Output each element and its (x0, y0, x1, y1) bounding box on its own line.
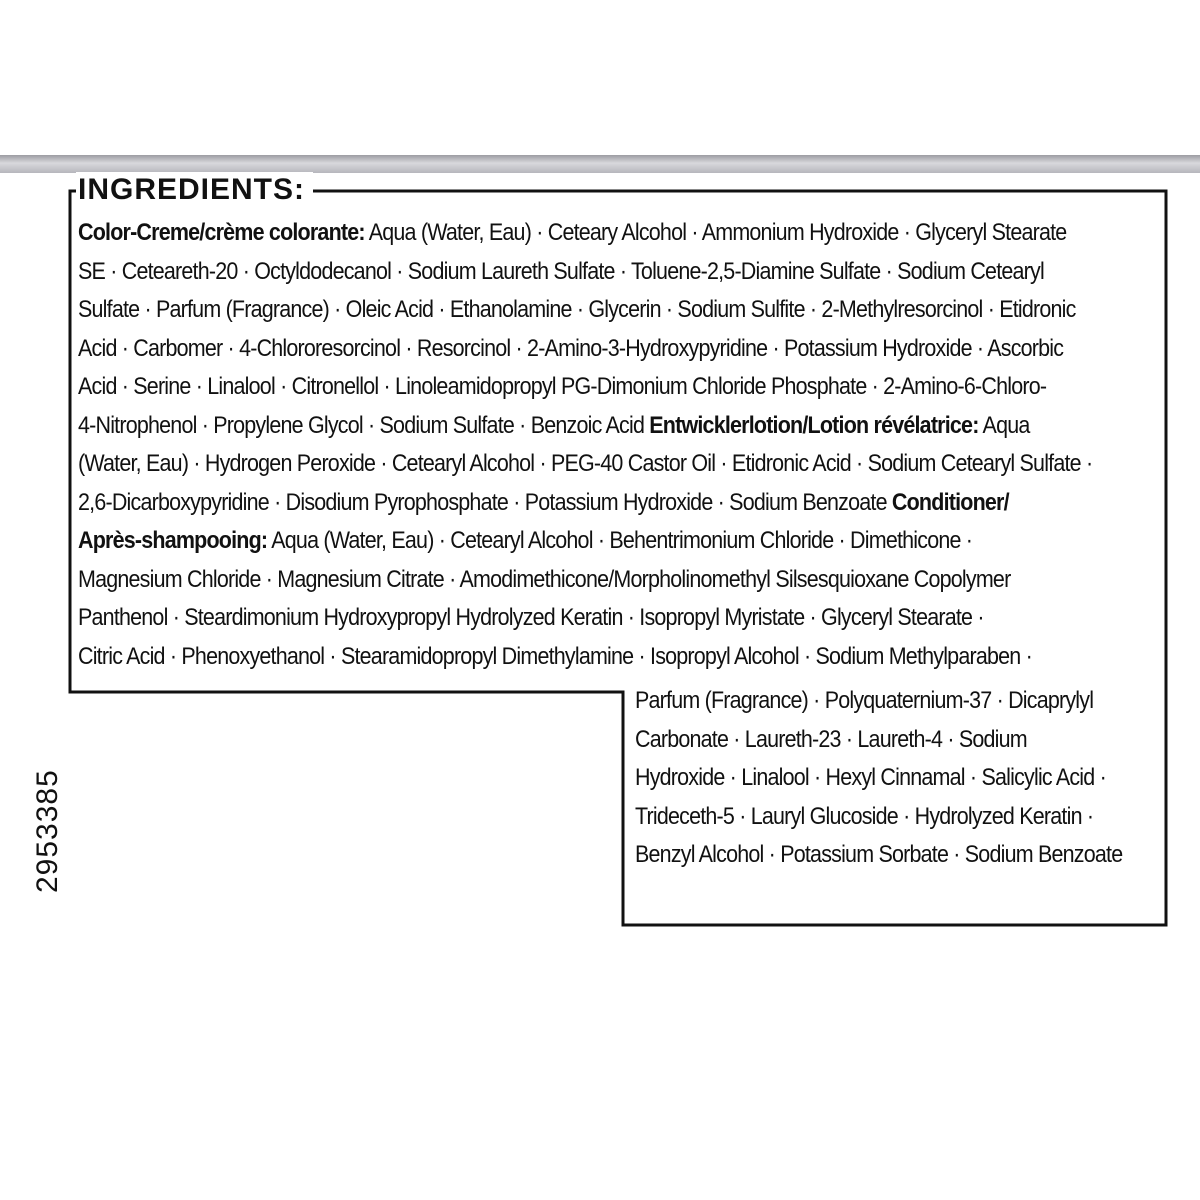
ingredients-line: 4-Nitrophenol · Propylene Glycol · Sodium Sulfate · Benzoic Acid Entwicklerlotion/Lotion révélatrice: Aqua (78, 411, 1030, 439)
ingredients-line: Trideceth-5 · Lauryl Glucoside · Hydrolyzed Keratin · (635, 802, 1094, 830)
ingredients-line: Color-Creme/crème colorante: Aqua (Water, Eau) · Ceteary Alcohol · Ammonium Hydroxide · Glyceryl Stearate (78, 219, 1067, 246)
ingredients-line: Benzyl Alcohol · Potassium Sorbate · Sodium Benzoate (635, 841, 1123, 868)
ingredients-line: Panthenol · Steardimonium Hydroxypropyl Hydrolyzed Keratin · Isopropyl Myristate · Glyceryl Stearate · (78, 604, 984, 631)
ingredients-line: Citric Acid · Phenoxyethanol · Stearamidopropyl Dimethylamine · Isopropyl Alcohol · Sodium Methylparaben · (78, 642, 1032, 670)
ingredients-line: Carbonate · Laureth-23 · Laureth-4 · Sodium (635, 725, 1027, 753)
ingredients-line: Acid · Carbomer · 4-Chlororesorcinol · Resorcinol · 2-Amino-3-Hydroxypyridine · Potassium Hydroxide · Ascorbic (78, 334, 1064, 362)
ingredients-line: SE · Ceteareth-20 · Octyldodecanol · Sodium Laureth Sulfate · Toluene-2,5-Diamine Sulfate · Sodium Cetearyl (78, 257, 1044, 285)
ingredients-line: Parfum (Fragrance) · Polyquaternium-37 · Dicaprylyl (635, 687, 1094, 714)
ingredients-line: 2,6-Dicarboxypyridine · Disodium Pyrophosphate · Potassium Hydroxide · Sodium Benzoate Conditioner/ (78, 488, 1009, 516)
ingredients-line: (Water, Eau) · Hydrogen Peroxide · Cetearyl Alcohol · PEG-40 Castor Oil · Etidronic Acid · Sodium Cetearyl Sulfate · (78, 450, 1093, 477)
ingredients-line: Hydroxide · Linalool · Hexyl Cinnamal · Salicylic Acid · (635, 764, 1106, 791)
product-code: 2953385 (31, 769, 64, 893)
ingredients-body (78, 214, 1158, 676)
ingredients-line: Magnesium Chloride · Magnesium Citrate · Amodimethicone/Morpholinomethyl Silsesquioxane Copolymer (78, 565, 1011, 593)
ingredients-line: Après-shampooing: Aqua (Water, Eau) · Cetearyl Alcohol · Behentrimonium Chloride · Dimethicone · (78, 527, 973, 554)
ingredients-line: Acid · Serine · Linalool · Citronellol · Linoleamidopropyl PG-Dimonium Chloride Phosphate · 2-Amino-6-Chloro- (78, 373, 1047, 400)
ingredients-title: INGREDIENTS: (76, 172, 313, 208)
decorative-stripe (0, 155, 1200, 173)
ingredients-continuation (635, 682, 1122, 875)
ingredients-line: Sulfate · Parfum (Fragrance) · Oleic Acid · Ethanolamine · Glycerin · Sodium Sulfite · 2-Methylresorcinol · Etidronic (78, 296, 1076, 323)
